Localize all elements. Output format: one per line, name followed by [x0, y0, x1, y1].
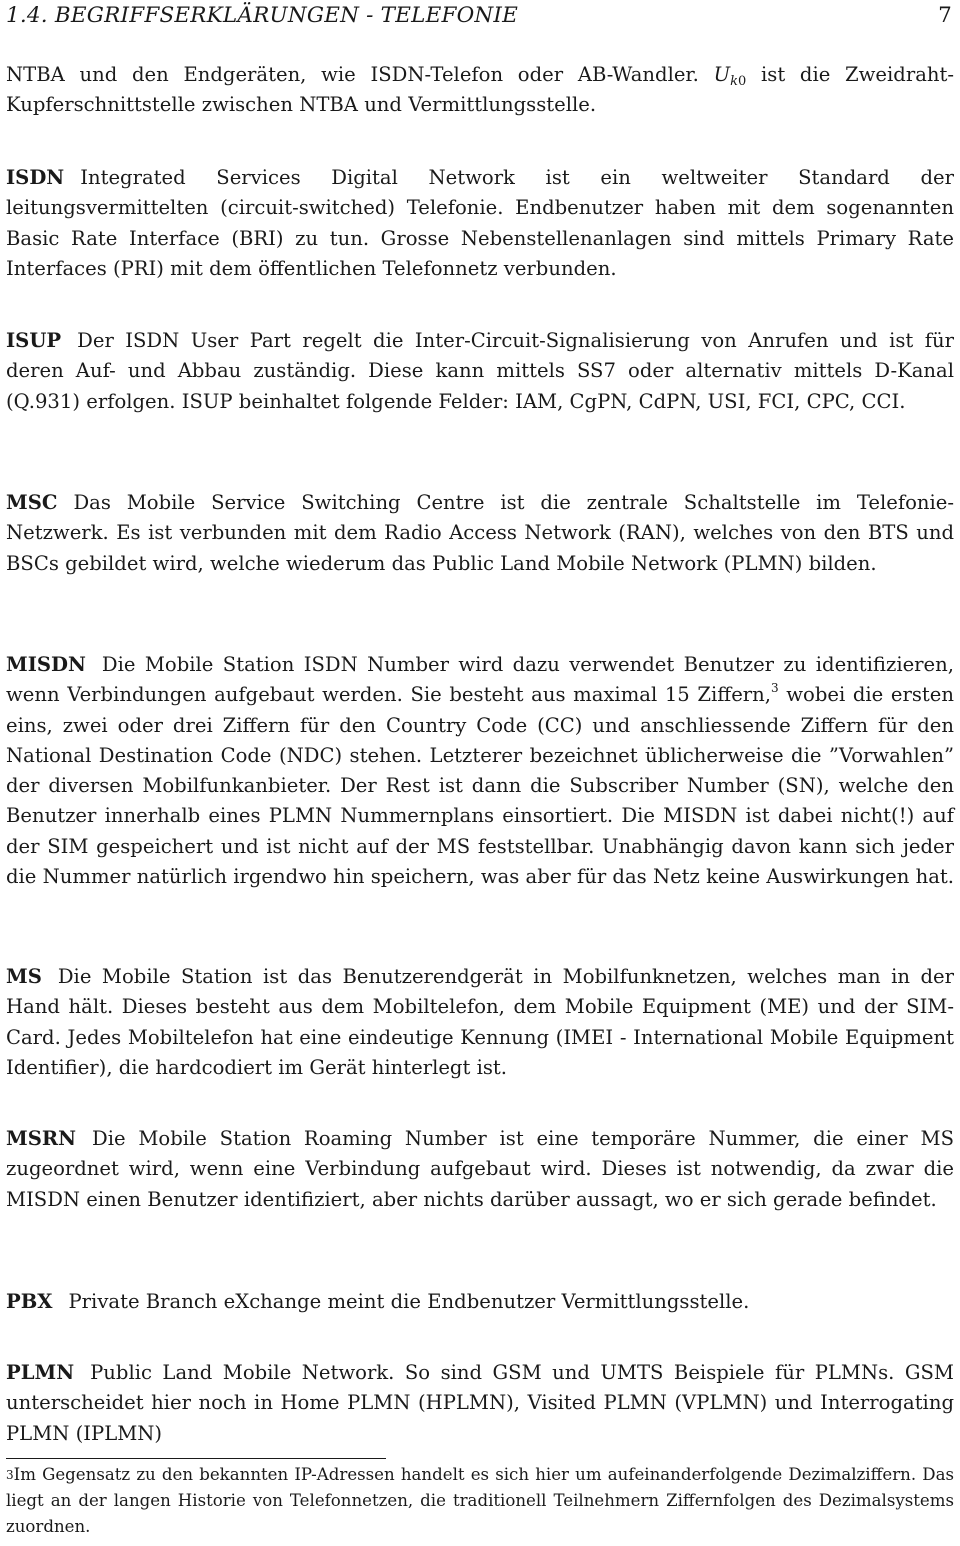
intro-paragraph	[6, 60, 954, 121]
glossary-term: ISUP	[6, 329, 62, 352]
footnote-mark: 3	[6, 1468, 14, 1482]
glossary-definition: Das Mobile Service Switching Centre ist die zentrale Schaltstelle im Telefonie-Netzwerk. Es ist verbunden mit dem Radio Access Network (RAN), welches von den BTS und BSCs gebildet wird, welche wiederum das Public Land Mobile Network (PLMN) bilden.	[6, 491, 954, 575]
glossary-definition-part-2: wobei die ersten eins, zwei oder drei Ziffern für den Country Code (CC) und anschliessende Ziffern für den National Destination Code (NDC) stehen. Letzterer bezeichnet üblicherweise die ”Vorwahlen” der diversen Mobilfunkanbieter. Der Rest ist dann die Subscriber Number (SN), welche den Benutzer innerhalb eines PLMN Nummernplans einsortiert. Die MISDN ist dabei nicht(!) auf der SIM gespeichert und ist nicht auf der MS feststellbar. Unabhängig davon kann sich jeder die Nummer natürlich irgendwo hin speichern, was aber für das Netz keine Auswirkungen hat.	[6, 683, 955, 889]
glossary-definition: Die Mobile Station ist das Benutzerendgerät in Mobilfunknetzen, welches man in der Hand hält. Dieses besteht aus dem Mobiltelefon, dem Mobile Equipment (ME) und der SIM-Card. Jedes Mobiltelefon hat eine eindeutige Kennung (IMEI - International Mobile Equipment Identifier), die hardcodiert im Gerät hinterlegt ist.	[6, 965, 954, 1079]
glossary-definition: Private Branch eXchange meint die Endbenutzer Vermittlungsstelle.	[68, 1290, 750, 1313]
footnote-divider	[6, 1458, 386, 1459]
glossary-entry-pbx	[6, 1287, 954, 1317]
intro-text-after: ist die Zweidraht-Kupferschnittstelle zwischen NTBA und Vermittlungsstelle.	[6, 63, 954, 117]
glossary-entry-misdn	[6, 650, 954, 892]
glossary-term: MSC	[6, 491, 58, 514]
glossary-term: PBX	[6, 1290, 53, 1313]
glossary-entry-ms	[6, 962, 954, 1083]
glossary-entry-isdn	[6, 163, 954, 284]
footnote-reference[interactable]: 3	[771, 680, 779, 695]
page-number: 7	[938, 3, 952, 28]
section-title: 1.4. BEGRIFFSERKLÄRUNGEN - TELEFONIE	[6, 3, 519, 28]
intro-text-before: NTBA und den Endgeräten, wie ISDN-Telefon oder AB-Wandler.	[6, 63, 699, 86]
glossary-entry-isup	[6, 326, 954, 417]
glossary-term: MS	[6, 965, 42, 988]
glossary-definition: Integrated Services Digital Network ist ein weltweiter Standard der leitungsvermittelten (circuit-switched) Telefonie. Endbenutzer haben mit dem sogenannten Basic Rate Interface (BRI) zu tun. Grosse Nebenstellenanlagen sind mittels Primary Rate Interfaces (PRI) mit dem öffentlichen Telefonnetz verbunden.	[6, 166, 954, 280]
glossary-entry-msc	[6, 488, 954, 579]
glossary-term: MISDN	[6, 653, 86, 676]
glossary-definition: Die Mobile Station Roaming Number ist eine temporäre Nummer, die einer MS zugeordnet wird, wenn eine Verbindung aufgebaut wird. Dieses ist notwendig, da zwar die MISDN einen Benutzer identifiziert, aber nichts darüber aussagt, wo er sich gerade befindet.	[6, 1127, 954, 1211]
glossary-entry-plmn	[6, 1358, 954, 1449]
running-header	[6, 3, 952, 33]
math-subscript-k: k	[730, 74, 738, 89]
glossary-definition: Der ISDN User Part regelt die Inter-Circuit-Signalisierung von Anrufen und ist für deren Auf- und Abbau zuständig. Diese kann mittels SS7 oder alternativ mittels D-Kanal (Q.931) erfolgen. ISUP beinhaltet folgende Felder: IAM, CgPN, CdPN, USI, FCI, CPC, CCI.	[6, 329, 954, 413]
math-subscript-0: 0	[738, 74, 747, 89]
glossary-definition-part-1: Die Mobile Station ISDN Number wird dazu verwendet Benutzer zu identifizieren, wenn Verbindungen aufgebaut werden. Sie besteht aus maximal 15 Ziffern,	[6, 653, 954, 707]
footnote	[6, 1462, 954, 1540]
glossary-term: ISDN	[6, 166, 65, 189]
footnote-text: Im Gegensatz zu den bekannten IP-Adressen handelt es sich hier um aufeinanderfolgende Dezimalziffern. Das liegt an der langen Historie von Telefonnetzen, die traditionell Teilnehmern Ziffernfolgen des Dezimalsystems zuordnen.	[6, 1465, 954, 1536]
glossary-term: PLMN	[6, 1361, 75, 1384]
glossary-term: MSRN	[6, 1127, 77, 1150]
glossary-entry-msrn	[6, 1124, 954, 1215]
glossary-definition: Public Land Mobile Network. So sind GSM und UMTS Beispiele für PLMNs. GSM unterscheidet hier noch in Home PLMN (HPLMN), Visited PLMN (VPLMN) und Interrogating PLMN (IPLMN)	[6, 1361, 954, 1445]
math-variable: U	[713, 63, 731, 86]
